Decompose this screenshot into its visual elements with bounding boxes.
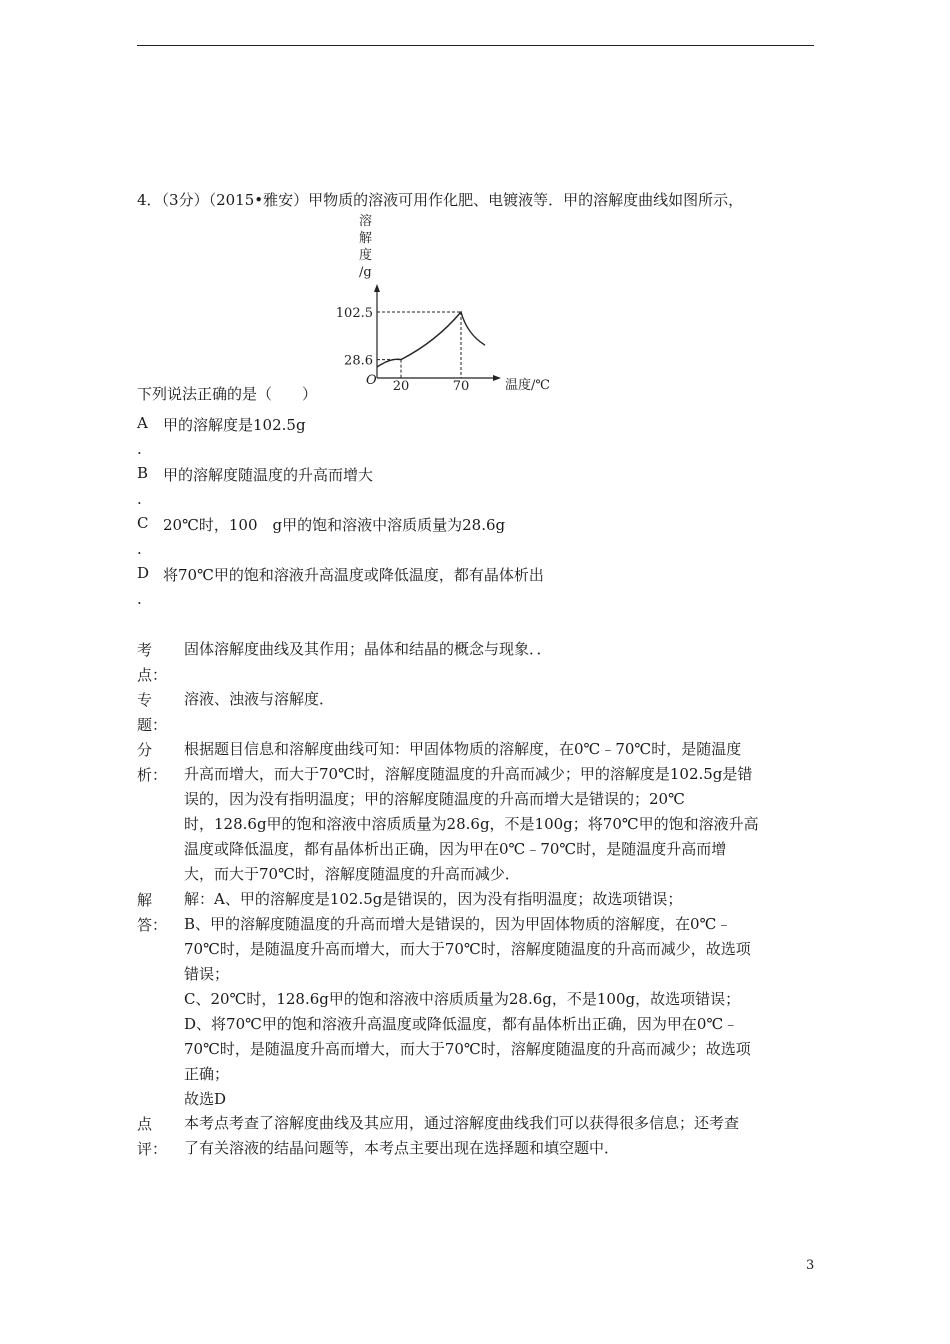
section-line: 了有关溶液的结晶问题等，本考点主要出现在选择题和填空题中． xyxy=(184,1139,620,1157)
y-axis-label-char: 溶 xyxy=(359,214,373,229)
section-label: 解 xyxy=(137,891,153,909)
section-line: B、甲的溶解度随温度的升高而增大是错误的，因为甲固体物质的溶解度，在0℃﹣ xyxy=(184,915,732,933)
section-line: 错误； xyxy=(184,965,230,983)
section-label: 考 xyxy=(137,641,153,659)
section-label: 答： xyxy=(137,916,168,934)
y-axis-label-char: 解 xyxy=(359,231,373,246)
section-label: 点： xyxy=(137,666,168,684)
section-line: 误的，因为没有指明温度；甲的溶解度随温度的升高而增大是错误的；20℃ xyxy=(184,790,685,808)
section-line: 温度或降低温度，都有晶体析出正确，因为甲在0℃﹣70℃时，是随温度升高而增 xyxy=(184,840,727,858)
section-body xyxy=(184,687,814,712)
y-axis-label xyxy=(359,213,372,280)
section-line: C、20℃时，128.6g甲的饱和溶液中溶质质量为28.6g，不是100g，故选项错误； xyxy=(184,990,741,1008)
origin-label: O xyxy=(366,373,377,388)
section-line: 70℃时，是随温度升高而增大，而大于70℃时，溶解度随温度的升高而减少，故选项 xyxy=(184,940,751,958)
option-a-label: A xyxy=(137,414,148,432)
option-a-text: 甲的溶解度是102.5g xyxy=(163,416,306,434)
section-label: 分 xyxy=(137,741,153,759)
section-label: 题： xyxy=(137,716,168,734)
section-label: 点 xyxy=(137,1115,153,1133)
y-tick-label: 102.5 xyxy=(335,306,373,321)
y-axis-label-char: 度 xyxy=(359,248,373,263)
solubility-chart xyxy=(330,210,580,395)
option-d-dot: . xyxy=(137,590,142,608)
option-c-text: 20℃时，100 g甲的饱和溶液中溶质质量为28.6g xyxy=(163,516,506,534)
option-d-text: 将70℃甲的饱和溶液升高温度或降低温度，都有晶体析出 xyxy=(163,566,544,584)
section-line: 升高而增大，而大于70℃时，溶解度随温度的升高而减少；甲的溶解度是102.5g是错 xyxy=(184,765,753,783)
x-tick-label: 20 xyxy=(392,379,410,394)
section-line: 本考点考查了溶解度曲线及其应用，通过溶解度曲线我们可以获得很多信息；还考查 xyxy=(184,1114,740,1132)
section-label: 专 xyxy=(137,691,153,709)
option-c-dot: . xyxy=(137,540,142,558)
section-line: 正确； xyxy=(184,1065,230,1083)
question-stem: 下列说法正确的是（ ） xyxy=(137,385,318,403)
option-b-dot: . xyxy=(137,490,142,508)
section-body xyxy=(184,887,814,1112)
section-label: 析： xyxy=(137,766,168,784)
section-line: 溶液、浊液与溶解度． xyxy=(184,690,335,708)
x-tick-label: 70 xyxy=(452,379,470,394)
header-rule xyxy=(137,45,814,46)
y-axis-label-char: /g xyxy=(359,265,372,280)
question-header: 4．（3分）（2015•雅安）甲物质的溶液可用作化肥、电镀液等．甲的溶解度曲线如图所示， xyxy=(137,191,744,209)
option-b-label: B xyxy=(137,464,149,482)
section-line: 根据题目信息和溶解度曲线可知：甲固体物质的溶解度，在0℃﹣70℃时，是随温度 xyxy=(184,740,742,758)
option-c-label: C xyxy=(137,514,149,532)
option-b-text: 甲的溶解度随温度的升高而增大 xyxy=(163,466,374,484)
section-line: 解：A、甲的溶解度是102.5g是错误的，因为没有指明温度；故选项错误； xyxy=(184,890,683,908)
y-axis-arrow xyxy=(374,284,380,292)
section-line: D、将70℃甲的饱和溶液升高温度或降低温度，都有晶体析出正确，因为甲在0℃﹣ xyxy=(184,1015,739,1033)
option-a-dot: . xyxy=(137,440,142,458)
y-tick-label: 28.6 xyxy=(344,353,373,369)
section-line: 固体溶解度曲线及其作用；晶体和结晶的概念与现象．． xyxy=(184,640,552,658)
section-label: 评： xyxy=(137,1140,168,1158)
x-axis-arrow xyxy=(493,375,501,381)
section-body xyxy=(184,637,814,662)
section-body xyxy=(184,737,814,887)
section-body xyxy=(184,1111,814,1161)
section-line: 70℃时，是随温度升高而增大，而大于70℃时，溶解度随温度的升高而减少；故选项 xyxy=(184,1040,751,1058)
section-line: 时，128.6g甲的饱和溶液中溶质质量为28.6g，不是100g；将70℃甲的饱和溶液升高 xyxy=(184,815,759,833)
page-number: 3 xyxy=(806,1258,815,1273)
solubility-curve xyxy=(377,312,485,367)
section-line: 故选D xyxy=(184,1090,227,1108)
section-line: 大，而大于70℃时，溶解度随温度的升高而减少． xyxy=(184,865,520,883)
x-axis-label: 温度/℃ xyxy=(505,378,550,393)
option-d-label: D xyxy=(137,564,150,582)
